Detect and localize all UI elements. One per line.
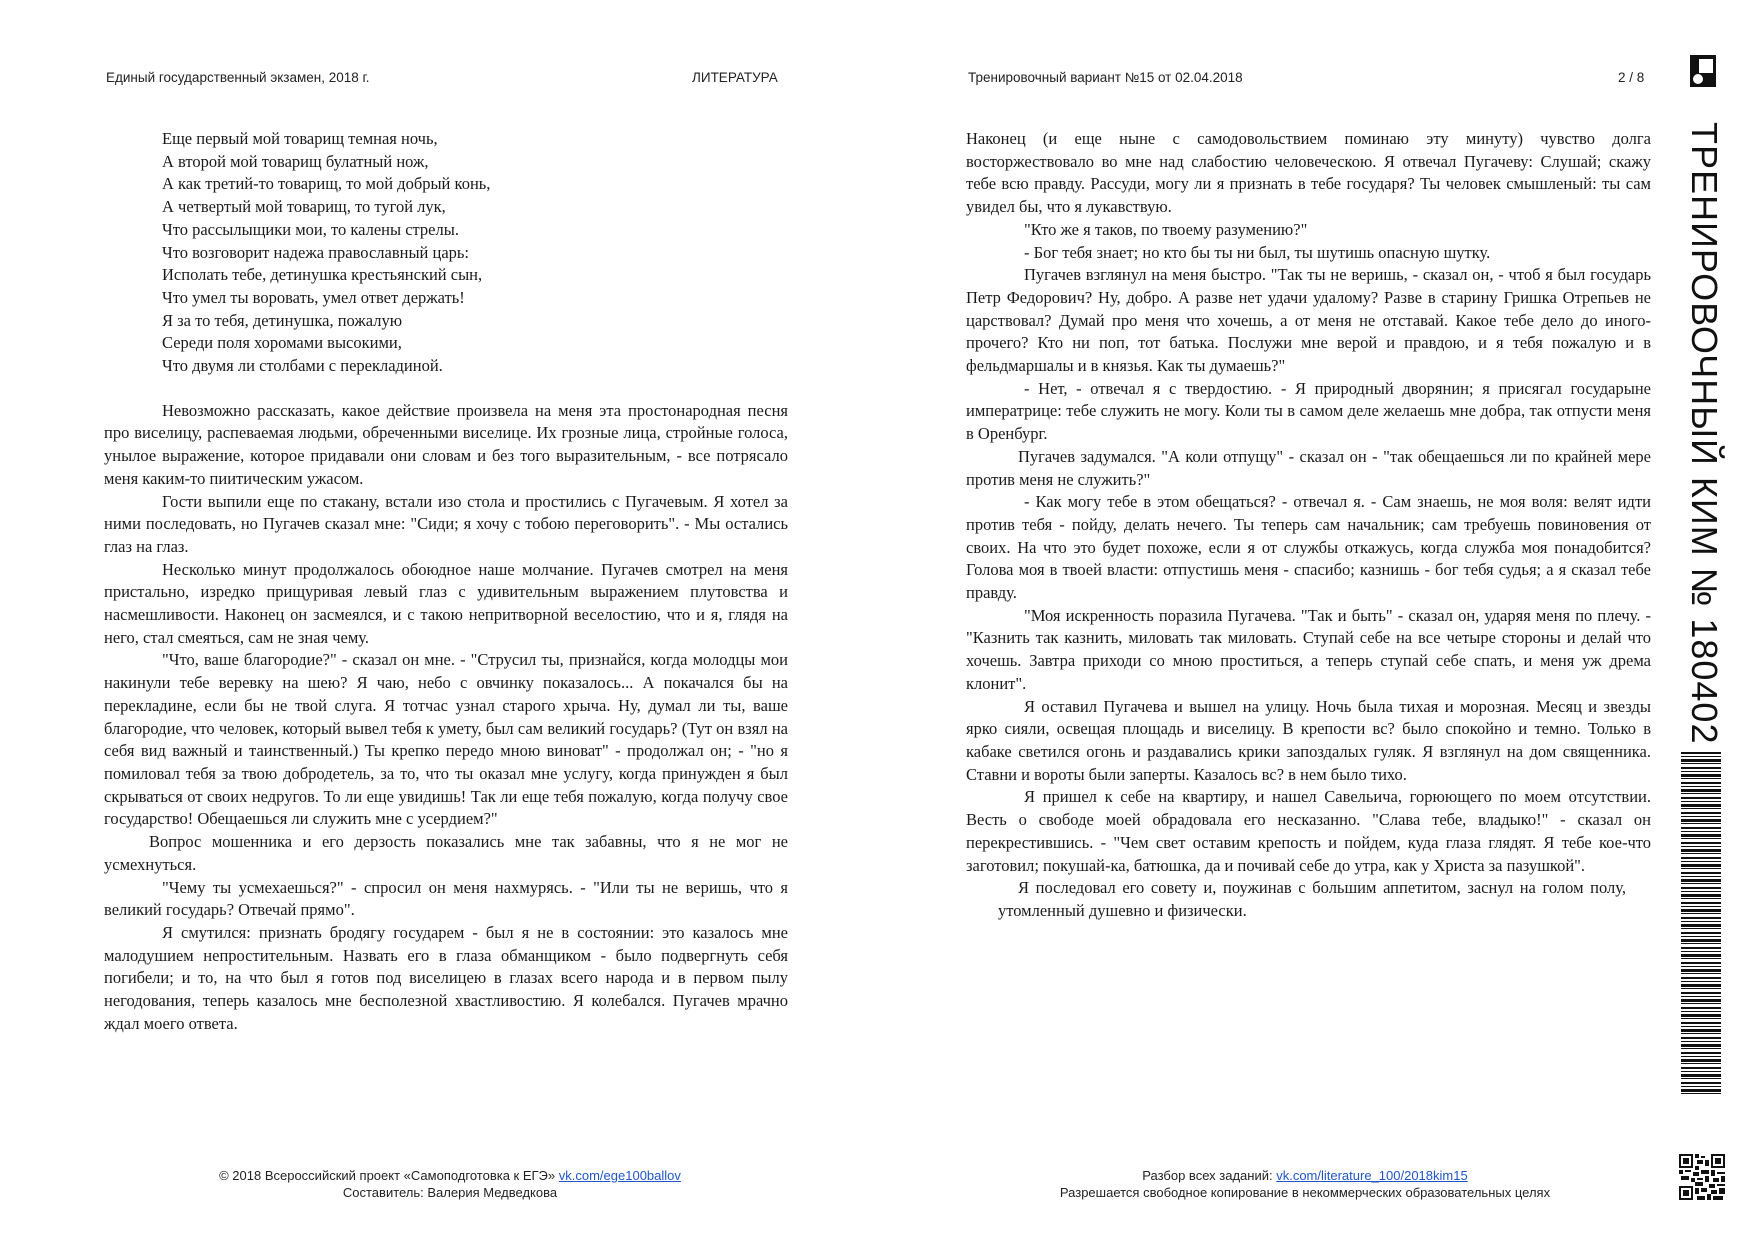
poem-line: Еще первый мой товарищ темная ночь, xyxy=(162,129,438,148)
poem-line: А четвертый мой товарищ, то тугой лук, xyxy=(162,197,446,217)
poem-line: А как третий-то товарищ, то мой добрый конь, xyxy=(162,174,491,194)
poem-line: Что двумя ли столбами с перекладиной. xyxy=(162,356,443,376)
footer-right-line1 xyxy=(1000,1168,1610,1185)
right-column xyxy=(966,128,1651,923)
barcode xyxy=(1681,752,1721,1096)
poem-line: Середи поля хоромами высокими, xyxy=(162,333,402,353)
footer-solutions-link[interactable]: vk.com/literature_100/2018kim15 xyxy=(1276,1168,1468,1183)
logo-icon xyxy=(1690,55,1716,87)
paragraph: - Бог тебя знает; но кто бы ты ни был, ты шутишь опасную шутку. xyxy=(1024,242,1491,262)
paragraph: Гости выпили еще по стакану, встали изо стола и простились с Пугачевым. Я хотел за ними последовать, но Пугачев сказал мне: "Сиди; я хочу с тобою переговорить". - Мы остались глаз на глаз. xyxy=(104,491,788,556)
poem-line: Исполать тебе, детинушка крестьянский сын, xyxy=(162,265,483,285)
poem-line: Я за то тебя, детинушка, пожалую xyxy=(162,310,403,330)
paragraph: - Как могу тебе в этом обещаться? - отвечал я. - Сам знаешь, не моя воля: велят идти против тебя - пойду, делать нечего. Ты теперь сам начальник; сам требуешь повиновения от своих. На что это будет похоже, если я от службы откажусь, когда служба моя понадобится? Голова моя в твоей власти: отпустишь меня - спасибо; казнишь - бог тебя судья; а я сказал тебе правду. xyxy=(966,492,1651,603)
footer-left-line1 xyxy=(150,1168,750,1185)
poem-line: Что рассылыщики мои, то калены стрелы. xyxy=(162,219,459,239)
footer-license: Разрешается свободное копирование в некоммерческих образовательных целях xyxy=(1059,1184,1551,1200)
qr-code-icon xyxy=(1679,1154,1725,1200)
paragraph: "Кто же я таков, по твоему разумению?" xyxy=(1024,219,1308,239)
paragraph: Я смутился: признать бродягу государем - был я не в состоянии: это казалось мне малодушием непростительным. Назвать его в глаза обманщиком - было подвергнуть себя погибели; и то, на что был я готов под виселицею в глазах всего народа и в первом пылу негодования, теперь казалось мне бесполезной хвастливостию. Я колебался. Пугачев мрачно ждал моего ответа. xyxy=(104,922,788,1033)
paragraph: - Нет, - отвечал я с твердостию. - Я природный дворянин; я присягал государыне императрице: тебе служить не могу. Коли ты в самом деле желаешь мне добра, так отпусти меня в Оренбург. xyxy=(966,378,1651,444)
header-page-number: 2 / 8 xyxy=(1618,70,1645,85)
poem xyxy=(104,128,788,378)
footer-solutions-label: Разбор всех заданий: xyxy=(1142,1168,1273,1183)
paragraph: Невозможно рассказать, какое действие произвела на меня эта простонародная песня про виселицу, распеваемая людьми, обреченными виселице. Их грозные лица, стройные голоса, унылое выражение, которое придавали они словам и без того выразительным, - все потрясало меня каким-то пиитическим ужасом. xyxy=(104,400,788,488)
paragraph: Пугачев задумался. "А коли отпущу" - сказал он - "так обещаешься ли по крайней мере против меня не служить?" xyxy=(966,446,1651,489)
header-subject: ЛИТЕРАТУРА xyxy=(692,70,778,85)
left-column xyxy=(104,128,788,1035)
paragraph: Я оставил Пугачева и вышел на улицу. Ночь была тихая и морозная. Месяц и звезды ярко сияли, освещая площадь и виселицу. В крепости вс? было спокойно и темно. Только в кабаке светился огонь и раздавались крики запоздалых гуляк. Я взглянул на дом священника. Ставни и вороты были заперты. Казалось вс? в нем было тихо. xyxy=(966,696,1651,784)
footer-left xyxy=(150,1168,750,1201)
footer-copyright: © 2018 Всероссийский проект «Самоподготовка к ЕГЭ» xyxy=(219,1168,556,1183)
header-exam-title: Единый государственный экзамен, 2018 г. xyxy=(106,70,370,85)
paragraph: "Моя искренность поразила Пугачева. "Так и быть" - сказал он, ударяя меня по плечу. - "Казнить так казнить, миловать так миловать. Ступай себе на все четыре стороны и делай что хочешь. Завтра приходи со мною проститься, а теперь ступай себе спать, и меня уж дрема клонит". xyxy=(966,605,1651,693)
footer-vk-link[interactable]: vk.com/ege100ballov xyxy=(558,1168,681,1183)
paragraph: Я последовал его совету и, поужинав с большим аппетитом, заснул на голом полу, утомленный душевно и физически. xyxy=(998,878,1626,920)
paragraph: Пугачев взглянул на меня быстро. "Так ты не веришь, - сказал он, - чтоб я был государь Петр Федорович? Ну, добро. А разве нет удачи удалому? Разве в старину Гришка Отрепьев не царствовал? Думай про меня что хочешь, а от меня не отставай. Какое тебе дело до иного-прочего? Кто ни поп, тот батька. Послужи мне верой и правдою, и я тебя пожалую и в фельдмаршалы и в князья. Как ты думаешь?" xyxy=(966,265,1651,376)
footer-right xyxy=(1000,1168,1610,1201)
poem-line: А второй мой товарищ булатный нож, xyxy=(162,151,429,171)
paragraph: Несколько минут продолжалось обоюдное наше молчание. Пугачев смотрел на меня пристально, изредко прищуривая левый глаз с удивительным выражением плутовства и насмешливости. Наконец он засмеялся, и с такою непритворной веселостию, что и я, глядя на него, стал смеяться, сам не зная чему. xyxy=(104,559,788,647)
paragraph: "Что, ваше благородие?" - сказал он мне. - "Струсил ты, признайся, когда молодцы мои накинули тебе веревку на шею? Я чаю, небо с овчинку показалось... А покачался бы на перекладине, если бы не твой слуга. Я тотчас узнал старого хрыча. Ну, думал ли ты, ваше благородие, что человек, который вывел тебя к умету, был сам великий государь? (Тут он взял на себя вид важный и таинственный.) Ты крепко передо мною виноват" - продолжал он; - "но я помиловал тебя за твою добродетель, за то, что ты оказал мне услугу, когда принужден я был скрываться от своих недругов. То ли еще увидишь! Так ли еще тебя пожалую, когда получу свое государство! Обещаешься ли служить мне с усердием?" xyxy=(104,650,788,829)
header-variant: Тренировочный вариант №15 от 02.04.2018 xyxy=(968,70,1243,85)
poem-line: Что возговорит надежа православный царь: xyxy=(162,242,470,262)
paragraph: Вопрос мошенника и его дерзость показались мне так забавны, что я не мог не усмехнуться. xyxy=(104,832,788,874)
poem-line: Что умел ты воровать, умел ответ держать! xyxy=(162,287,465,307)
paragraph: Наконец (и еще ныне с самодовольствием поминаю эту минуту) чувство долга восторжествовало во мне над слабостию человеческою. Я отвечал Пугачеву: Слушай; скажу тебе всю правду. Рассуди, могу ли я признать в тебе государя? Ты человек смышленый: ты сам увидел бы, что я лукавствую. xyxy=(966,129,1651,217)
footer-author: Составитель: Валерия Медведкова xyxy=(342,1184,558,1200)
side-kim-title: ТРЕНИРОВОЧНЫЙ КИМ № 180402 xyxy=(1684,122,1725,745)
paragraph: Я пришел к себе на квартиру, и нашел Савельича, горюющего по моем отсутствии. Весть о свободе моей обрадовала его несказанно. "Слава тебе, владыко!" - сказал он перекрестившись. - "Чем свет оставим крепость и пойдем, куда глаза глядят. Я тебе кое-что заготовил; покушай-ка, батюшка, да и почивай себе до утра, как у Христа за пазушкой". xyxy=(966,787,1651,875)
paragraph: "Чему ты усмехаешься?" - спросил он меня нахмурясь. - "Или ты не веришь, что я великий государь? Отвечай прямо". xyxy=(104,877,788,920)
